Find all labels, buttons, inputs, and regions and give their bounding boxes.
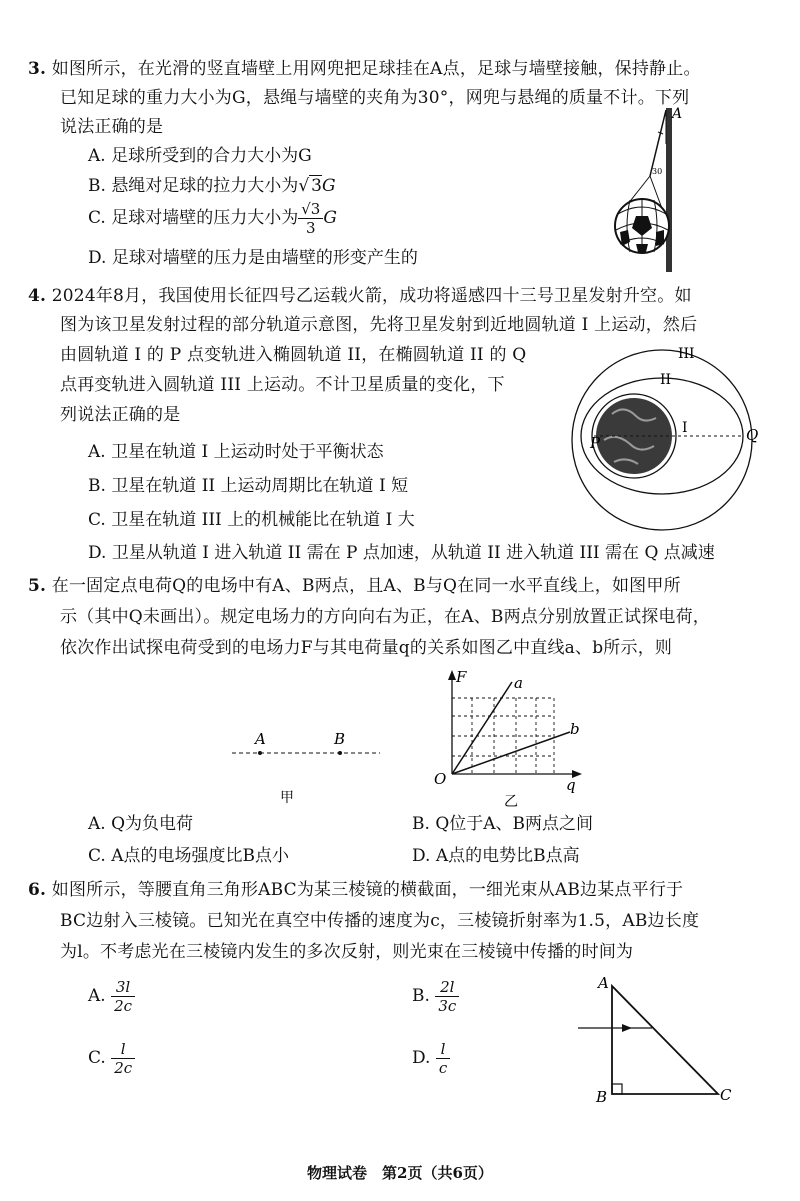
q5-line-3: 依次作出试探电荷受到的电场力F与其电荷量q的关系如图乙中直线a、b所示，则 [60,638,673,658]
q5-jia-caption: 甲 [280,790,294,806]
q6-option-d: D. $\frac{l}{c}$ [412,1040,450,1077]
q5-jia-label-b: B [334,730,346,748]
q4-option-c: C. 卫星在轨道 III 上的机械能比在轨道 I 大 [88,510,415,530]
q3-stem-1: 如图所示，在光滑的竖直墙壁上用网兜把足球挂在A点，足球与墙壁接触，保持静止。 [51,59,701,79]
q5-line-b [452,732,570,774]
q5-line-2: 示（其中Q未画出）。规定电场力的方向向右为正，在A、B两点分别放置正试探电荷， [60,607,711,627]
q6-label-b: B [596,1088,608,1106]
q4-stem-1: 2024年8月，我国使用长征四号乙运载火箭，成功将遥感四十三号卫星发射升空。如 [51,286,692,306]
q4-line-2: 图为该卫星发射过程的部分轨道示意图，先将卫星发射到近地圆轨道 I 上运动，然后 [60,315,698,335]
q4-number: 4. [28,286,47,306]
q4-line-3: 由圆轨道 I 的 P 点变轨进入椭圆轨道 II，在椭圆轨道 II 的 Q [60,345,527,365]
q6-option-a: A. $\frac{3l}{2c}$ [88,978,135,1015]
q6-option-b: B. $\frac{2l}{3c}$ [412,978,459,1015]
q4-label-iii: III [678,346,695,362]
q6-line-3: 为l。不考虑光在三棱镜内发生的多次反射，则光束在三棱镜中传播的时间为 [60,942,634,962]
q4-label-ii: II [660,372,672,388]
q6-triangle-abc [612,986,718,1094]
q6-number: 6. [28,880,47,900]
q4-option-d: D. 卫星从轨道 I 进入轨道 II 需在 P 点加速，从轨道 II 进入轨道 III 需在 Q 点减速 [88,543,715,563]
q4-line-5: 列说法正确的是 [60,405,181,425]
q5-line-a-label: a [514,674,523,692]
q3-option-b: B. 悬绳对足球的拉力大小为√ 3G [88,176,336,196]
q3-football-figure [606,104,686,274]
q5-option-c: C. A点的电场强度比B点小 [88,846,289,866]
q5-point-b [338,751,342,755]
q3-option-d: D. 足球对墙壁的压力是由墙壁的形变产生的 [88,248,418,268]
q3-option-a: A. 足球所受到的合力大小为G [88,146,312,166]
q3-option-c: C. 足球对墙壁的压力大小为 $\frac{√3}{3}$ G [88,200,337,237]
q5-option-a: A. Q为负电荷 [88,814,194,834]
q5-point-a [258,751,262,755]
q4-orbit-figure [564,344,764,534]
q3-c-fraction: $\frac{√3}{3}$ [298,200,323,237]
q3-wall [666,108,672,272]
q6-line-1 [28,878,683,902]
q5-figure-jia [230,728,390,808]
q5-origin-label: O [434,770,447,788]
q3-number: 3. [28,59,47,79]
q6-line-2: BC边射入三棱镜。已知光在真空中传播的速度为c，三棱镜折射率为1.5，AB边长度 [60,911,700,931]
q6-prism-figure [570,972,750,1110]
q5-number: 5. [28,576,47,596]
q3-line-1 [28,57,701,81]
q4-label-p: P [590,434,601,452]
q5-line-1 [28,574,681,598]
q4-line-1 [28,284,692,308]
q6-stem-1: 如图所示，等腰直角三角形ABC为某三棱镜的横截面，一细光束从AB边某点平行于 [51,880,684,900]
q3-angle-label: 30 [652,167,663,176]
q5-line-b-label: b [570,720,580,738]
q4-label-i: I [682,420,688,436]
q3-line-2: 已知足球的重力大小为G，悬绳与墙壁的夹角为30°，网兜与悬绳的质量不计。下列 [60,88,690,108]
q5-stem-1: 在一固定点电荷Q的电场中有A、B两点，且A、B与Q在同一水平直线上，如图甲所 [51,576,681,596]
q6-label-c: C [720,1086,732,1104]
q5-line-a [452,682,512,774]
q6-label-a: A [598,974,609,992]
q6-right-angle-mark [612,1084,622,1094]
q5-axis-f-label: F [456,668,467,686]
q5-jia-label-a: A [255,730,266,748]
q5-yi-caption: 乙 [504,794,518,808]
q5-option-d: D. A点的电势比B点高 [412,846,580,866]
q5-option-b: B. Q位于A、B两点之间 [412,814,594,834]
q4-option-a: A. 卫星在轨道 I 上运动时处于平衡状态 [88,442,384,462]
q5-axis-q-label: q [566,776,576,794]
q5-figure-yi [428,668,598,808]
q4-line-4: 点再变轨进入圆轨道 III 上运动。不计卫星质量的变化，下 [60,375,505,395]
page-footer: 物理试卷 第2页（共6页） [307,1164,493,1182]
q4-option-b: B. 卫星在轨道 II 上运动周期比在轨道 I 短 [88,476,409,496]
q6-option-c: C. $\frac{l}{2c}$ [88,1040,135,1077]
q6-ray-arrow [622,1024,632,1032]
q4-label-q: Q [746,426,759,444]
q3-line-3: 说法正确的是 [60,117,164,137]
q3-point-a-label: A [672,106,683,122]
